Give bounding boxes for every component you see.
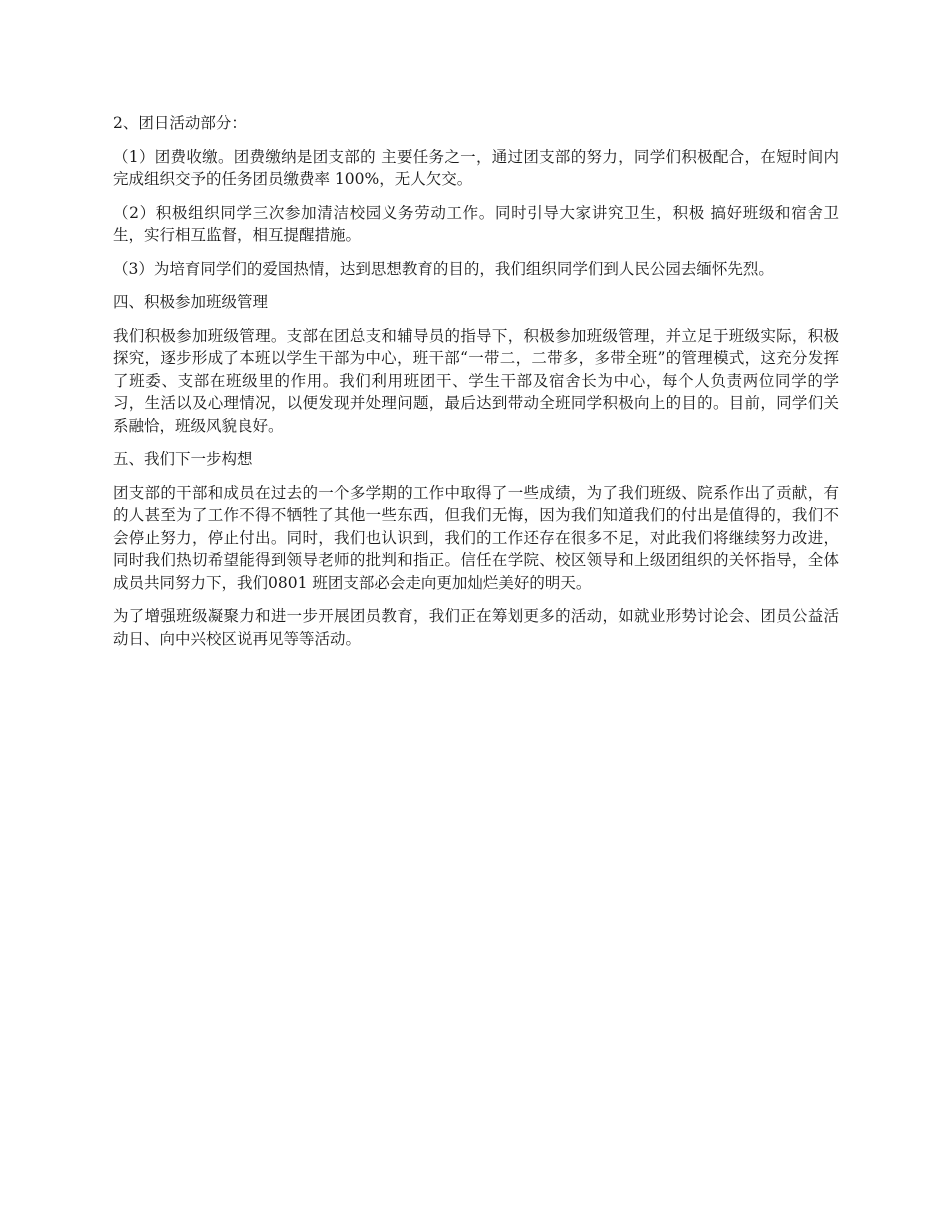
paragraph-achievements: 团支部的干部和成员在过去的一个多学期的工作中取得了一些成绩，为了我们班级、院系作出了贡献，有的人甚至为了工作不得不牺牲了其他一些东西，但我们无悔，因为我们知道我们的付出是值得的，我们不会停止努力，停止付出。同时，我们也认识到，我们的工作还存在很多不足，对此我们将继续努力改进，同时我们热切希望能得到领导老师的批判和指正。信任在学院、校区领导和上级团组织的关怀指导，全体成员共同努力下，我们0801 班团支部必会走向更加灿烂美好的明天。	[113, 483, 839, 592]
section-heading-class-management: 四、积极参加班级管理	[113, 293, 269, 311]
paragraph-patriotic-education: （3）为培育同学们的爱国热情，达到思想教育的目的，我们组织同学们到人民公园去缅怀先烈。	[113, 259, 774, 278]
paragraph-dues-collection: （1）团费收缴。团费缴纳是团支部的 主要任务之一，通过团支部的努力，同学们积极配合，在短时间内完成组织交予的任务团员缴费率 100%，无人欠交。	[113, 147, 839, 188]
section-heading-next-steps: 五、我们下一步构想	[113, 450, 253, 468]
section-heading-league-day: 2、团日活动部分：	[113, 114, 247, 132]
paragraph-campus-cleaning: （2）积极组织同学三次参加清洁校园义务劳动工作。同时引导大家讲究卫生，积极 搞好班级和宿舍卫生，实行相互监督，相互提醒措施。	[113, 203, 839, 244]
paragraph-future-activities: 为了增强班级凝聚力和进一步开展团员教育，我们正在筹划更多的活动，如就业形势讨论会、团员公益活动日、向中兴校区说再见等等活动。	[113, 607, 839, 648]
document-body	[113, 112, 839, 661]
paragraph-class-management: 我们积极参加班级管理。支部在团总支和辅导员的指导下，积极参加班级管理，并立足于班级实际，积极探究，逐步形成了本班以学生干部为中心，班干部“一带二，二带多，多带全班”的管理模式，这充分发挥了班委、支部在班级里的作用。我们利用班团干、学生干部及宿舍长为中心，每个人负责两位同学的学习，生活以及心理情况，以便发现并处理问题，最后达到带动全班同学积极向上的目的。目前，同学们关系融恰，班级风貌良好。	[113, 326, 839, 435]
